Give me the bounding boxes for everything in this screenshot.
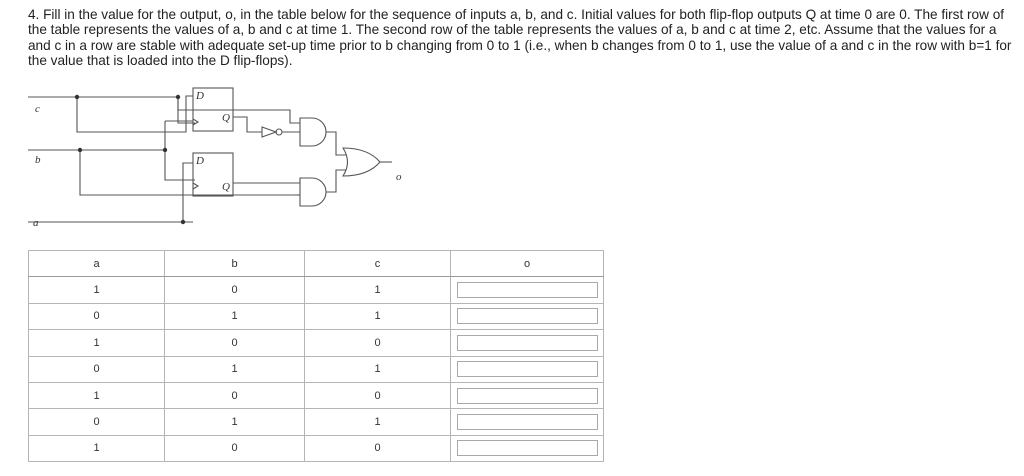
- output-input[interactable]: [457, 388, 598, 404]
- label-b: b: [35, 154, 41, 166]
- cell-o: [451, 303, 604, 329]
- cell-b: 0: [165, 330, 305, 356]
- inverter: [262, 127, 276, 137]
- cell-b: 0: [165, 382, 305, 408]
- cell-a: 1: [29, 382, 165, 408]
- truth-table: [28, 250, 604, 462]
- output-input[interactable]: [457, 361, 598, 377]
- cell-a: 0: [29, 356, 165, 382]
- cell-c: 0: [305, 330, 451, 356]
- cell-o: [451, 277, 604, 303]
- table-row: [29, 330, 604, 356]
- cell-o: [451, 330, 604, 356]
- question-text: 4. Fill in the value for the output, o, in the table below for the sequence of inputs a, b, and c. Initial values for both flip-flop outputs Q at time 0 are 0. The first row of the table represents the values of a, b and c at time 1. The second row of the table represents the values of a, b and c at time 2, etc. Assume that the values for a and c in a row are stable with adequate set-up time prior to b changing from 0 to 1 (i.e., when b changes from 0 to 1, use the value of a and c in the row with b=1 for the value that is loaded into the D flip-flops).: [28, 7, 1012, 69]
- table-header-row: [29, 251, 604, 277]
- cell-b: 1: [165, 303, 305, 329]
- ff1-d-label: D: [196, 90, 204, 102]
- output-input[interactable]: [457, 414, 598, 430]
- table-row: [29, 382, 604, 408]
- header-b: b: [165, 251, 305, 277]
- cell-a: 0: [29, 409, 165, 435]
- output-input[interactable]: [457, 282, 598, 298]
- cell-a: 1: [29, 330, 165, 356]
- wire-b-clk: [165, 121, 195, 180]
- cell-a: 1: [29, 435, 165, 461]
- circuit-diagram: [0, 0, 420, 240]
- wire-c-ff1-d: [77, 96, 193, 132]
- cell-c: 1: [305, 409, 451, 435]
- header-a: a: [29, 251, 165, 277]
- label-c: c: [35, 103, 40, 115]
- wire-b-and2: [80, 150, 295, 195]
- ff2-q-label: Q: [222, 181, 230, 193]
- label-a: a: [33, 217, 39, 229]
- output-input[interactable]: [457, 335, 598, 351]
- cell-c: 1: [305, 277, 451, 303]
- table-row: [29, 409, 604, 435]
- table-row: [29, 277, 604, 303]
- cell-o: [451, 382, 604, 408]
- cell-o: [451, 409, 604, 435]
- cell-c: 0: [305, 382, 451, 408]
- table-row: [29, 303, 604, 329]
- wire-q1: [233, 117, 262, 132]
- cell-o: [451, 356, 604, 382]
- cell-b: 0: [165, 435, 305, 461]
- and-gate-2: [300, 178, 326, 206]
- table-row: [29, 356, 604, 382]
- table-row: [29, 435, 604, 461]
- or-gate: [343, 148, 380, 176]
- header-c: c: [305, 251, 451, 277]
- cell-b: 1: [165, 356, 305, 382]
- cell-c: 0: [305, 435, 451, 461]
- ff1-q-label: Q: [222, 112, 230, 124]
- label-o: o: [396, 171, 402, 183]
- cell-c: 1: [305, 303, 451, 329]
- cell-o: [451, 435, 604, 461]
- cell-b: 0: [165, 277, 305, 303]
- output-input[interactable]: [457, 308, 598, 324]
- ff2-d-label: D: [196, 155, 204, 167]
- header-o: o: [451, 251, 604, 277]
- and-gate-1: [300, 118, 326, 146]
- cell-a: 1: [29, 277, 165, 303]
- cell-b: 1: [165, 409, 305, 435]
- cell-a: 0: [29, 303, 165, 329]
- output-input[interactable]: [457, 440, 598, 456]
- cell-c: 1: [305, 356, 451, 382]
- wire-a-ff2-d: [183, 163, 193, 222]
